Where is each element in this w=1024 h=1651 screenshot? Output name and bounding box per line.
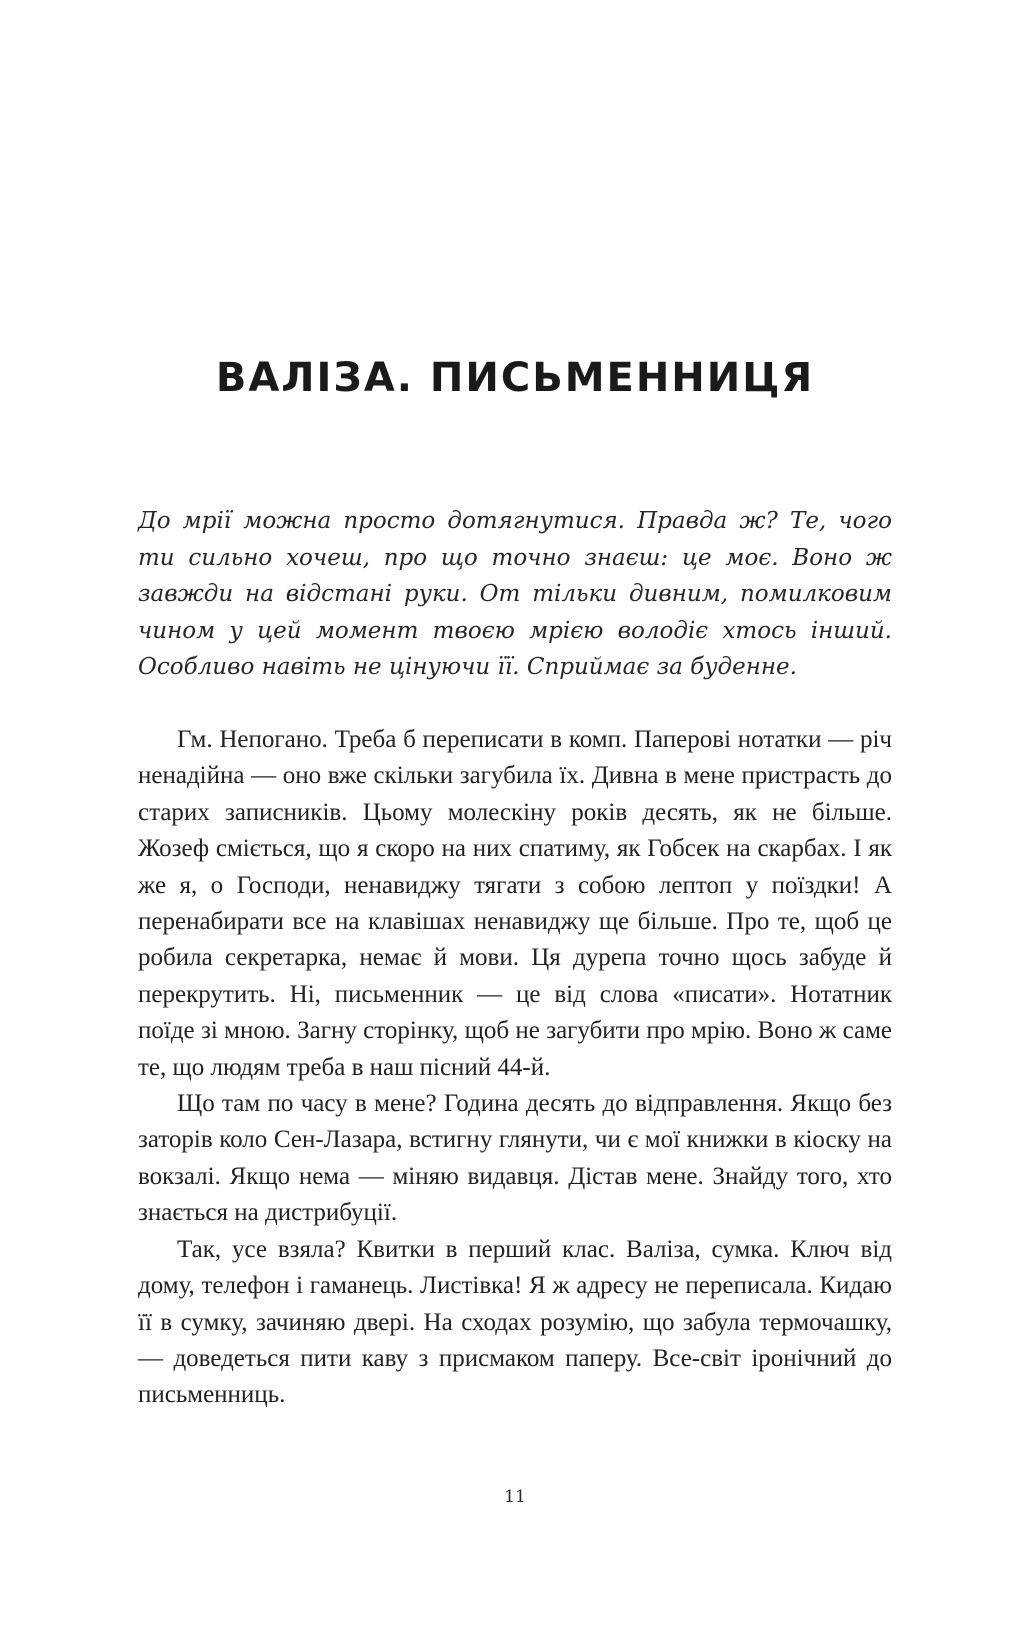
paragraph: Що там по часу в мене? Година десять до відправлення. Якщо без заторів коло Сен-Лазара, встигну глянути, чи є мої книжки в кіоску на вокзалі. Якщо нема — міняю видавця. Дістав мене. Знайду того, хто знається на дистрибуції. xyxy=(138,1090,892,1227)
chapter-title: ВАЛІЗА. ПИСЬМЕННИЦЯ xyxy=(215,355,815,401)
page-number: 11 xyxy=(504,1487,526,1507)
body-text xyxy=(138,722,892,1414)
epigraph: До мрії можна просто дотягнутися. Правда ж? Те, чого ти сильно хочеш, про що точно знаєш: це моє. Воно ж завжди на відстані руки. От тільки дивним, помилковим чином у цей момент твоєю мрією володіє хтось інший. Особливо навіть не цінуючи її. Сприймає за буденне. xyxy=(138,508,892,680)
paragraph: Гм. Непогано. Треба б переписати в комп. Паперові нотатки — річ ненадійна — оно вже скільки загубила їх. Дивна в мене пристрасть до старих записників. Цьому молескіну років десять, як не більше. Жозеф сміється, що я скоро на них спатиму, як Гобсек на скарбах. І як же я, о Господи, ненавиджу тягати з собою лептоп у поїздки! А перенабирати все на клавішах ненавиджу ще більше. Про те, щоб це робила секретарка, немає й мови. Ця дурепа точно щось забуде й перекрутить. Ні, письменник — це від слова «писати». Нотатник поїде зі мною. Загну сторінку, щоб не загубити про мрію. Воно ж саме те, що людям треба в наш пісний 44-й. xyxy=(138,726,892,1081)
paragraph: Так, усе взяла? Квитки в перший клас. Валіза, сумка. Ключ від дому, телефон і гаманець. Листівка! Я ж адресу не переписала. Кидаю її в сумку, зачиняю двері. На сходах розумію, що забула термочашку, — доведеться пити каву з присмаком паперу. Все-світ іронічний до письменниць. xyxy=(138,1235,892,1409)
